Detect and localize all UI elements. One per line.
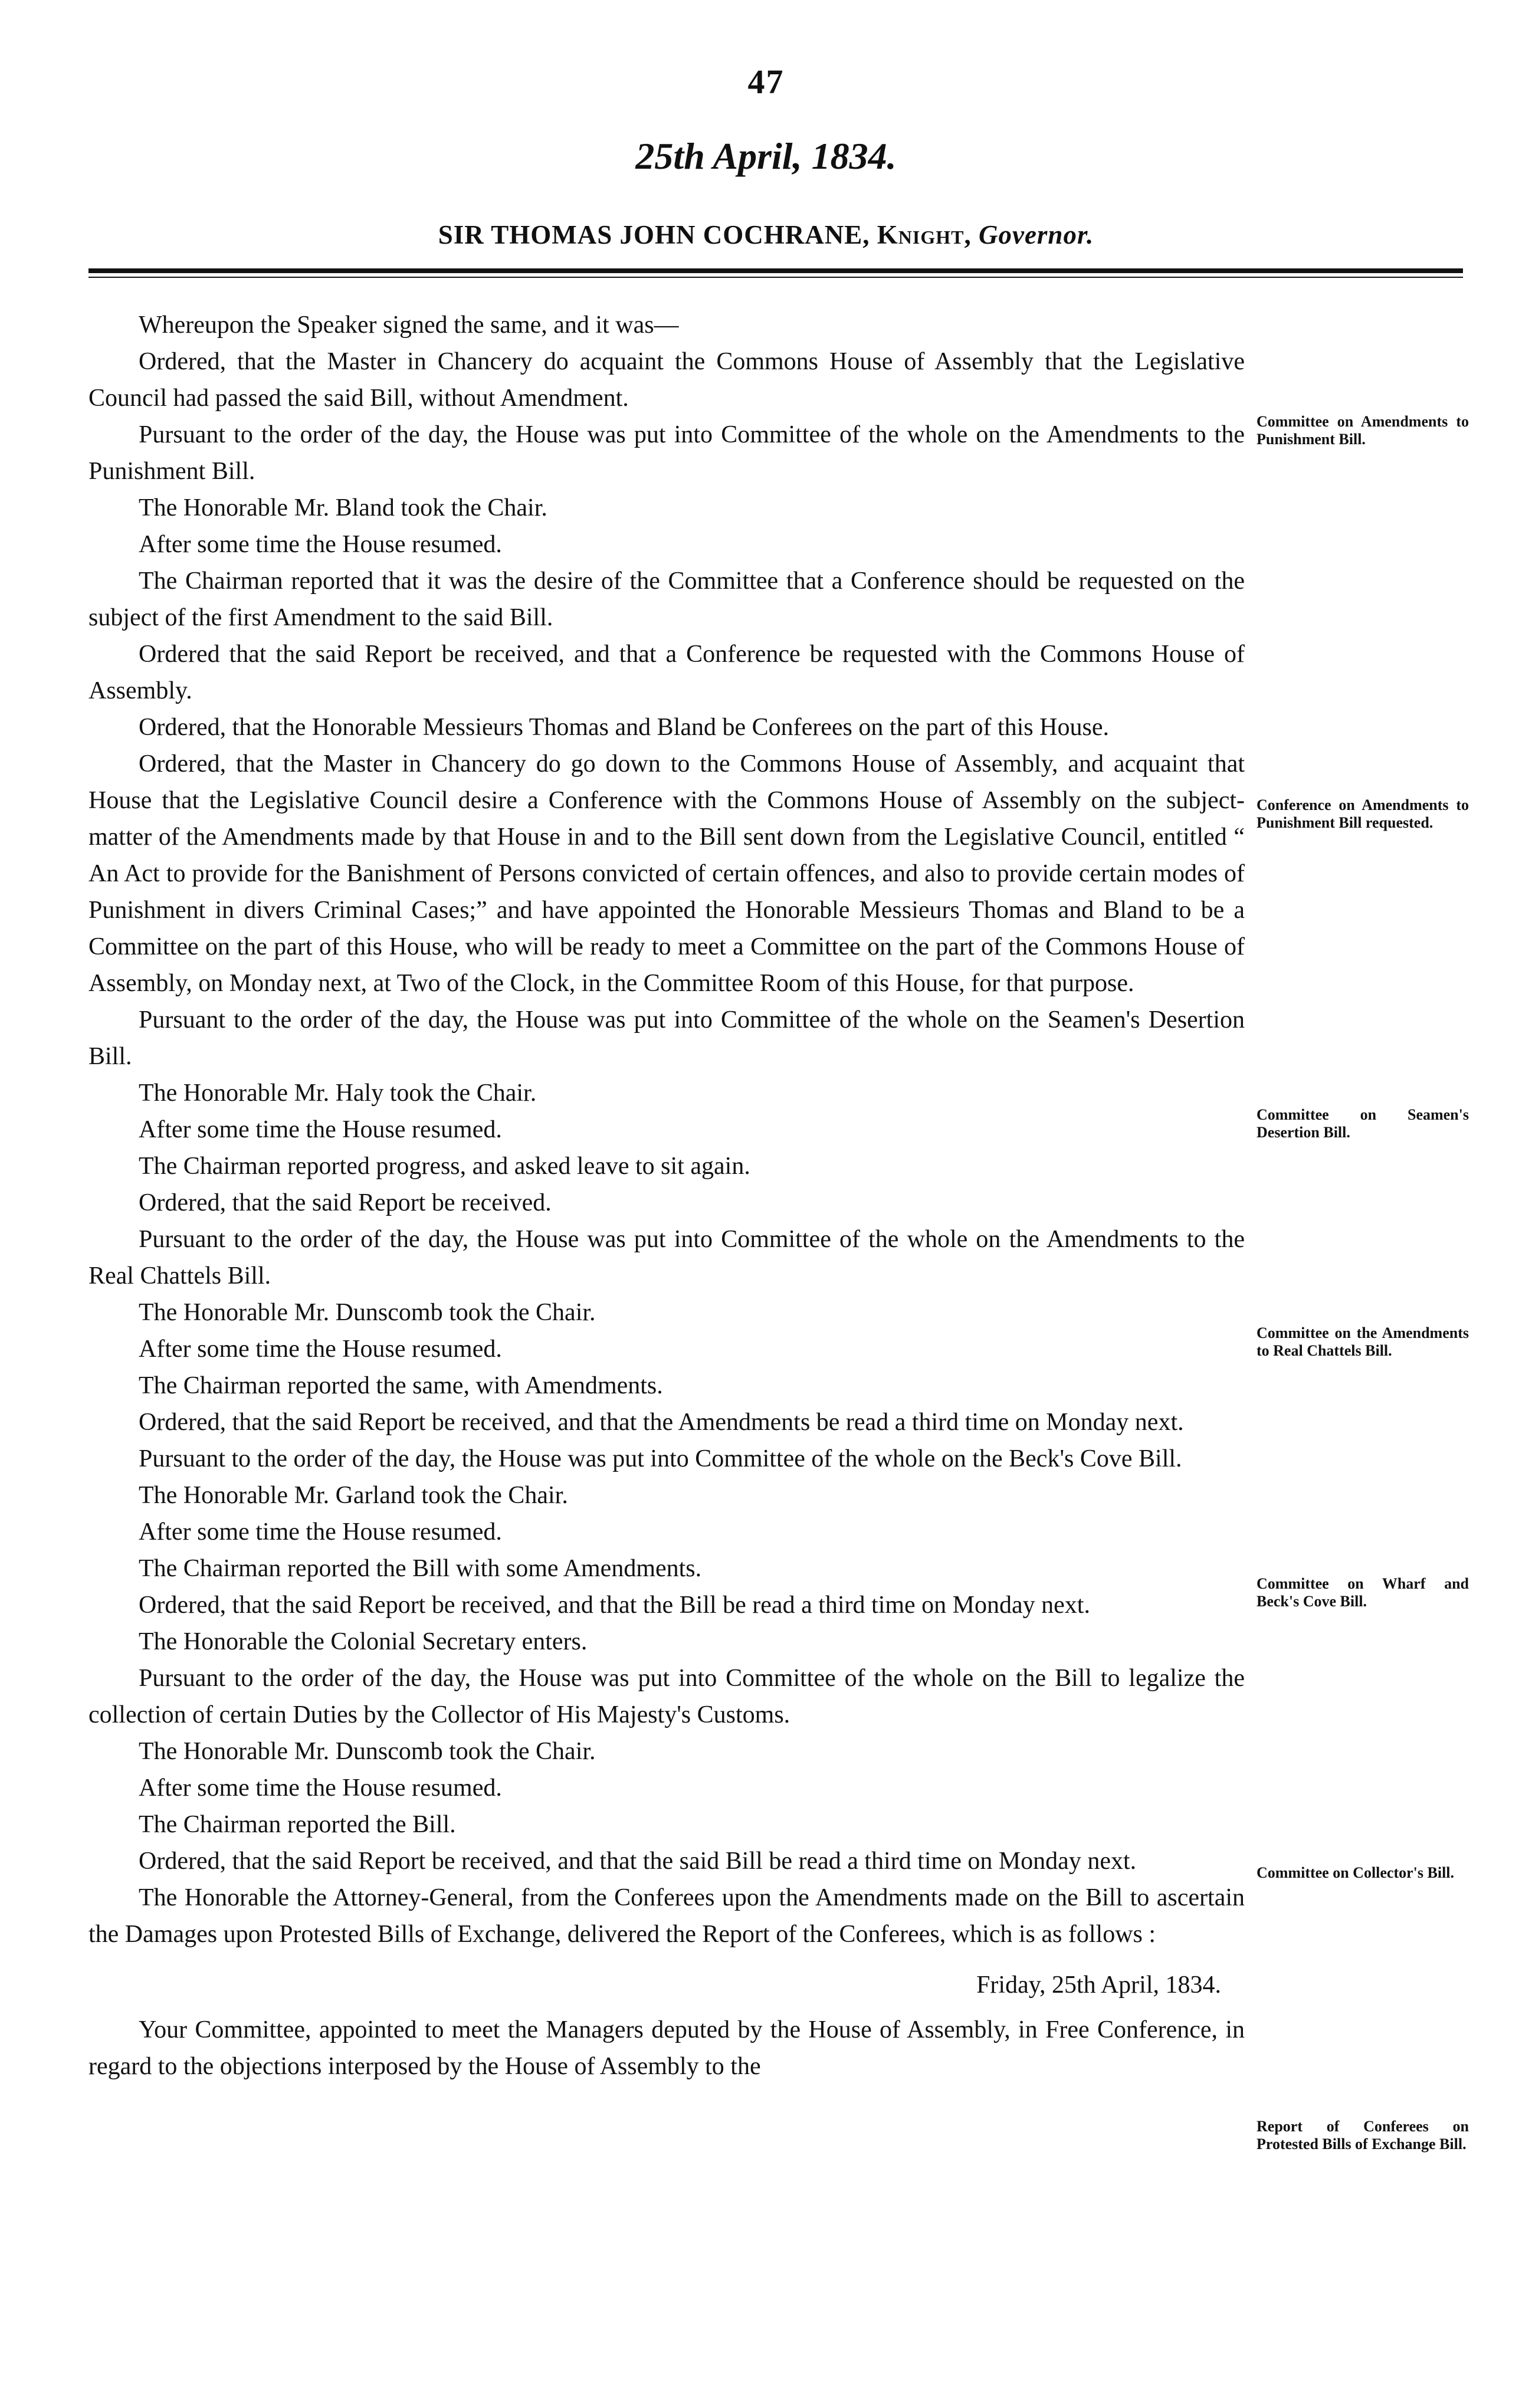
paragraph: The Chairman reported the Bill. bbox=[139, 1811, 456, 1838]
paragraph: Ordered, that the said Report be received, and that the said Bill be read a third time on Monday next. bbox=[139, 1848, 1137, 1875]
paragraph: Ordered that the said Report be received, and that a Conference be requested with the Commons House of Assembly. bbox=[88, 641, 1245, 704]
paragraph: Ordered, that the said Report be received, and that the Bill be read a third time on Monday next. bbox=[139, 1592, 1090, 1619]
margin-note-punishment-conference: Conference on Amendments to Punishment Bill requested. bbox=[1257, 796, 1469, 831]
paragraph: The Honorable Mr. Bland took the Chair. bbox=[139, 494, 547, 521]
paragraph: The Honorable the Attorney-General, from the Conferees upon the Amendments made on the Bill to ascertain the Damages upon Protested Bills of Exchange, delivered the Report of the Conferees, which is as follows : bbox=[88, 1884, 1245, 1948]
paragraph: The Honorable Mr. Dunscomb took the Chair. bbox=[139, 1299, 596, 1326]
governor-line bbox=[0, 219, 1532, 250]
paragraph: The Chairman reported the Bill with some Amendments. bbox=[139, 1555, 702, 1582]
paragraph: Ordered, that the said Report be received, and that the Amendments be read a third time on Monday next. bbox=[139, 1409, 1184, 1436]
paragraph: Ordered, that the Honorable Messieurs Thomas and Bland be Conferees on the part of this House. bbox=[139, 714, 1109, 741]
paragraph: Pursuant to the order of the day, the House was put into Committee of the whole on the Amendments to the Real Chattels Bill. bbox=[88, 1226, 1245, 1290]
paragraph: After some time the House resumed. bbox=[139, 1774, 502, 1802]
margin-note-punishment-committee: Committee on Amendments to Punishment Bill. bbox=[1257, 413, 1469, 448]
paragraph: Pursuant to the order of the day, the House was put into Committee of the whole on the Seamen's Desertion Bill. bbox=[88, 1006, 1245, 1070]
margin-note-becks-cove: Committee on Wharf and Beck's Cove Bill. bbox=[1257, 1575, 1469, 1610]
paragraph: Pursuant to the order of the day, the House was put into Committee of the whole on the Amendments to the Punishment Bill. bbox=[88, 421, 1245, 485]
body-text bbox=[88, 307, 1245, 2085]
paragraph: Ordered, that the Master in Chancery do go down to the Commons House of Assembly, and acquaint that House that the Legislative Council desire a Conference with the Commons House of Assembly on the subject-matter of the Amendments made by that House in and to the Bill sent down from the Legislative Council, entitled “ An Act to provide for the Banishment of Persons convicted of certain offences, and also to provide certain modes of Punishment in divers Criminal Cases;” and have appointed the Honorable Messieurs Thomas and Bland to be a Committee on the part of this House, who will be ready to meet a Committee on the part of the Commons House of Assembly, on Monday next, at Two of the Clock, in the Committee Room of this House, for that purpose. bbox=[88, 750, 1245, 997]
paragraph: After some time the House resumed. bbox=[139, 1518, 502, 1546]
margin-note-protested-bills: Report of Conferees on Protested Bills of Exchange Bill. bbox=[1257, 2118, 1469, 2153]
governor-rank: Knight, bbox=[877, 220, 972, 250]
paragraph: After some time the House resumed. bbox=[139, 1336, 502, 1363]
paragraph: The Chairman reported that it was the desire of the Committee that a Conference should be requested on the subject of the first Amendment to the said Bill. bbox=[88, 567, 1245, 631]
paragraph: After some time the House resumed. bbox=[139, 531, 502, 558]
page-number: 47 bbox=[747, 63, 785, 101]
report-paragraph: Your Committee, appointed to meet the Managers deputed by the House of Assembly, in Free Conference, in regard to the objections interposed by the House of Assembly to the bbox=[88, 2016, 1245, 2080]
paragraph: The Chairman reported the same, with Amendments. bbox=[139, 1372, 663, 1399]
margin-note-collector: Committee on Collector's Bill. bbox=[1257, 1864, 1455, 1881]
paragraph: Pursuant to the order of the day, the House was put into Committee of the whole on the Bill to legalize the collection of certain Duties by the Collector of His Majesty's Customs. bbox=[88, 1665, 1245, 1728]
paragraph: Ordered, that the said Report be received. bbox=[139, 1189, 552, 1216]
paragraph: The Chairman reported progress, and asked leave to sit again. bbox=[139, 1153, 750, 1180]
header-rule bbox=[88, 268, 1463, 278]
paragraph: Ordered, that the Master in Chancery do acquaint the Commons House of Assembly that the Legislative Council had passed the said Bill, without Amendment. bbox=[88, 348, 1245, 412]
paragraph: Pursuant to the order of the day, the House was put into Committee of the whole on the Beck's Cove Bill. bbox=[139, 1445, 1182, 1472]
date-heading: 25th April, 1834. bbox=[635, 135, 897, 177]
margin-note-seamen-desertion: Committee on Seamen's Desertion Bill. bbox=[1257, 1106, 1469, 1141]
paragraph: The Honorable Mr. Haly took the Chair. bbox=[139, 1080, 537, 1107]
report-date: Friday, 25th April, 1834. bbox=[976, 1971, 1221, 1999]
paragraph: Whereupon the Speaker signed the same, and it was— bbox=[139, 311, 679, 339]
paragraph: The Honorable Mr. Dunscomb took the Chair. bbox=[139, 1738, 596, 1765]
paragraph: After some time the House resumed. bbox=[139, 1116, 502, 1143]
governor-title: Governor. bbox=[978, 220, 1094, 250]
margin-note-real-chattels: Committee on the Amendments to Real Chattels Bill. bbox=[1257, 1324, 1469, 1359]
governor-name: SIR THOMAS JOHN COCHRANE, bbox=[438, 220, 870, 250]
paragraph: The Honorable the Colonial Secretary enters. bbox=[139, 1628, 588, 1655]
paragraph: The Honorable Mr. Garland took the Chair. bbox=[139, 1482, 568, 1509]
